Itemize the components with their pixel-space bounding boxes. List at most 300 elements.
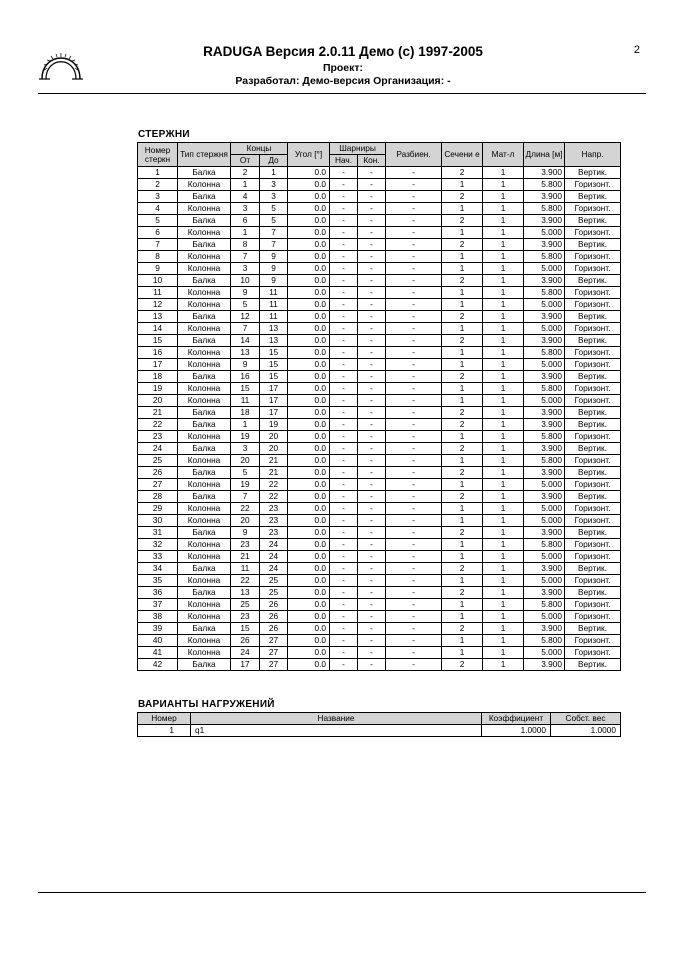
cell-length: 5.800	[524, 455, 565, 467]
cell-to: 27	[260, 659, 288, 671]
cell-type: Балка	[178, 167, 231, 179]
cell-hinge-start: -	[330, 275, 358, 287]
cell-type: Колонна	[178, 479, 231, 491]
cell-material: 1	[483, 179, 524, 191]
cell-section: 1	[442, 611, 483, 623]
cell-material: 1	[483, 407, 524, 419]
cell-angle: 0.0	[288, 239, 330, 251]
cell-type: Балка	[178, 275, 231, 287]
cell-section: 1	[442, 503, 483, 515]
cell-section: 2	[442, 659, 483, 671]
cell-to: 9	[260, 263, 288, 275]
cell-length: 3.900	[524, 623, 565, 635]
cell-length: 3.900	[524, 587, 565, 599]
cell-type: Балка	[178, 527, 231, 539]
cell-direction: Горизонт.	[565, 395, 621, 407]
cell-division: -	[386, 191, 442, 203]
cell-type: Колонна	[178, 503, 231, 515]
cell-from: 13	[231, 347, 260, 359]
col-header-section: Сечени е	[442, 143, 483, 167]
cell-hinge-start: -	[330, 443, 358, 455]
cell-number: 4	[138, 203, 178, 215]
cell-from: 25	[231, 599, 260, 611]
cell-division: -	[386, 479, 442, 491]
cell-length: 5.800	[524, 287, 565, 299]
col-header-length: Длина [м]	[524, 143, 565, 167]
table-row	[138, 611, 621, 623]
cell-to: 9	[260, 275, 288, 287]
cell-hinge-end: -	[358, 563, 386, 575]
cell-hinge-start: -	[330, 311, 358, 323]
cell-length: 5.800	[524, 539, 565, 551]
cell-length: 3.900	[524, 371, 565, 383]
cell-from: 19	[231, 431, 260, 443]
cell-length: 3.900	[524, 407, 565, 419]
cell-section: 2	[442, 371, 483, 383]
cell-angle: 0.0	[288, 263, 330, 275]
cell-number: 33	[138, 551, 178, 563]
cell-division: -	[386, 575, 442, 587]
cell-hinge-end: -	[358, 167, 386, 179]
cell-hinge-end: -	[358, 383, 386, 395]
cell-to: 17	[260, 407, 288, 419]
cell-hinge-start: -	[330, 491, 358, 503]
cell-from: 11	[231, 395, 260, 407]
cell-direction: Вертик.	[565, 563, 621, 575]
cell-length: 3.900	[524, 659, 565, 671]
cell-material: 1	[483, 455, 524, 467]
cell-number: 39	[138, 623, 178, 635]
table-row	[138, 407, 621, 419]
cell-type: Колонна	[178, 611, 231, 623]
cell-material: 1	[483, 347, 524, 359]
table-row	[138, 563, 621, 575]
cell-division: -	[386, 239, 442, 251]
cell-material: 1	[483, 611, 524, 623]
cell-number: 26	[138, 467, 178, 479]
cell-hinge-end: -	[358, 599, 386, 611]
cell-direction: Вертик.	[565, 419, 621, 431]
cell-material: 1	[483, 467, 524, 479]
cell-hinge-end: -	[358, 611, 386, 623]
cell-type: Колонна	[178, 515, 231, 527]
cell-division: -	[386, 359, 442, 371]
cell-type: Балка	[178, 467, 231, 479]
cell-to: 24	[260, 551, 288, 563]
cell-angle: 0.0	[288, 527, 330, 539]
cell-hinge-end: -	[358, 647, 386, 659]
cell-length: 3.900	[524, 419, 565, 431]
cell-section: 2	[442, 587, 483, 599]
table-row	[138, 527, 621, 539]
cell-number: 11	[138, 287, 178, 299]
cell-to: 7	[260, 239, 288, 251]
cell-section: 1	[442, 299, 483, 311]
cell-division: -	[386, 287, 442, 299]
cell-type: Колонна	[178, 395, 231, 407]
table-row	[138, 263, 621, 275]
cell-from: 3	[231, 443, 260, 455]
cell-section: 1	[442, 575, 483, 587]
cell-type: Колонна	[178, 647, 231, 659]
table-row	[138, 383, 621, 395]
cell-division: -	[386, 347, 442, 359]
cell-angle: 0.0	[288, 383, 330, 395]
cell-type: Балка	[178, 443, 231, 455]
cell-direction: Вертик.	[565, 527, 621, 539]
cell-hinge-start: -	[330, 623, 358, 635]
cell-from: 5	[231, 467, 260, 479]
cell-division: -	[386, 419, 442, 431]
cell-division: -	[386, 659, 442, 671]
cell-hinge-end: -	[358, 275, 386, 287]
cell-angle: 0.0	[288, 179, 330, 191]
cell-section: 1	[442, 647, 483, 659]
cell-hinge-start: -	[330, 587, 358, 599]
cell-material: 1	[483, 287, 524, 299]
cell-number: 40	[138, 635, 178, 647]
cell-hinge-end: -	[358, 479, 386, 491]
cell-angle: 0.0	[288, 659, 330, 671]
cell-angle: 0.0	[288, 215, 330, 227]
cell-hinge-end: -	[358, 551, 386, 563]
cell-from: 20	[231, 515, 260, 527]
cell-hinge-start: -	[330, 647, 358, 659]
cell-material: 1	[483, 215, 524, 227]
load-cell-name: q1	[191, 725, 482, 737]
cell-direction: Горизонт.	[565, 251, 621, 263]
cell-direction: Горизонт.	[565, 515, 621, 527]
load-header-number: Номер	[138, 713, 191, 725]
cell-direction: Горизонт.	[565, 347, 621, 359]
cell-division: -	[386, 455, 442, 467]
cell-hinge-start: -	[330, 539, 358, 551]
cell-material: 1	[483, 647, 524, 659]
col-header-division: Разбиен.	[386, 143, 442, 167]
cell-hinge-start: -	[330, 455, 358, 467]
cell-hinge-end: -	[358, 191, 386, 203]
cell-hinge-end: -	[358, 443, 386, 455]
cell-length: 5.000	[524, 263, 565, 275]
cell-number: 21	[138, 407, 178, 419]
cell-to: 25	[260, 587, 288, 599]
cell-type: Колонна	[178, 551, 231, 563]
cell-from: 23	[231, 539, 260, 551]
cell-material: 1	[483, 167, 524, 179]
cell-to: 26	[260, 623, 288, 635]
table-row	[138, 299, 621, 311]
table-row	[138, 647, 621, 659]
cell-from: 2	[231, 167, 260, 179]
cell-material: 1	[483, 491, 524, 503]
cell-from: 9	[231, 287, 260, 299]
cell-to: 24	[260, 563, 288, 575]
cell-type: Балка	[178, 419, 231, 431]
cell-material: 1	[483, 599, 524, 611]
cell-to: 17	[260, 395, 288, 407]
cell-material: 1	[483, 443, 524, 455]
cell-to: 11	[260, 299, 288, 311]
cell-angle: 0.0	[288, 491, 330, 503]
cell-angle: 0.0	[288, 347, 330, 359]
footer-divider	[38, 892, 646, 893]
cell-length: 5.000	[524, 299, 565, 311]
load-cell-number: 1	[138, 725, 191, 737]
page-number: 2	[633, 44, 640, 56]
cell-hinge-start: -	[330, 335, 358, 347]
cell-angle: 0.0	[288, 251, 330, 263]
cell-hinge-start: -	[330, 191, 358, 203]
project-line: Проект:	[322, 62, 364, 74]
table-row	[138, 443, 621, 455]
cell-length: 3.900	[524, 335, 565, 347]
cell-length: 3.900	[524, 443, 565, 455]
cell-division: -	[386, 539, 442, 551]
cell-number: 24	[138, 443, 178, 455]
cell-number: 28	[138, 491, 178, 503]
cell-direction: Горизонт.	[565, 479, 621, 491]
cell-hinge-start: -	[330, 635, 358, 647]
table-row	[138, 203, 621, 215]
cell-hinge-end: -	[358, 587, 386, 599]
cell-hinge-start: -	[330, 575, 358, 587]
cell-type: Балка	[178, 215, 231, 227]
cell-from: 24	[231, 647, 260, 659]
cell-hinge-end: -	[358, 239, 386, 251]
cell-from: 6	[231, 215, 260, 227]
cell-section: 1	[442, 347, 483, 359]
cell-from: 14	[231, 335, 260, 347]
cell-angle: 0.0	[288, 467, 330, 479]
cell-to: 22	[260, 491, 288, 503]
cell-direction: Горизонт.	[565, 179, 621, 191]
cell-section: 2	[442, 239, 483, 251]
cell-length: 3.900	[524, 215, 565, 227]
cell-direction: Горизонт.	[565, 227, 621, 239]
cell-section: 2	[442, 491, 483, 503]
cell-angle: 0.0	[288, 515, 330, 527]
cell-hinge-end: -	[358, 203, 386, 215]
cell-direction: Горизонт.	[565, 383, 621, 395]
cell-from: 23	[231, 611, 260, 623]
cell-type: Колонна	[178, 299, 231, 311]
cell-number: 30	[138, 515, 178, 527]
table-row	[138, 179, 621, 191]
cell-to: 26	[260, 599, 288, 611]
table-row	[138, 275, 621, 287]
cell-direction: Горизонт.	[565, 203, 621, 215]
cell-hinge-end: -	[358, 635, 386, 647]
table-row	[138, 455, 621, 467]
cell-to: 11	[260, 287, 288, 299]
table-row	[138, 311, 621, 323]
cell-direction: Горизонт.	[565, 431, 621, 443]
cell-hinge-end: -	[358, 503, 386, 515]
cell-section: 1	[442, 551, 483, 563]
cell-hinge-start: -	[330, 287, 358, 299]
cell-number: 32	[138, 539, 178, 551]
table-row	[138, 395, 621, 407]
cell-to: 21	[260, 467, 288, 479]
cell-from: 7	[231, 323, 260, 335]
cell-material: 1	[483, 635, 524, 647]
cell-direction: Горизонт.	[565, 263, 621, 275]
cell-section: 1	[442, 179, 483, 191]
cell-type: Колонна	[178, 203, 231, 215]
cell-hinge-start: -	[330, 251, 358, 263]
cell-division: -	[386, 383, 442, 395]
cell-division: -	[386, 311, 442, 323]
col-header-type: Тип стержня	[178, 143, 231, 167]
cell-number: 7	[138, 239, 178, 251]
cell-type: Балка	[178, 407, 231, 419]
cell-material: 1	[483, 623, 524, 635]
cell-direction: Горизонт.	[565, 551, 621, 563]
cell-material: 1	[483, 203, 524, 215]
cell-direction: Вертик.	[565, 191, 621, 203]
cell-number: 29	[138, 503, 178, 515]
cell-number: 19	[138, 383, 178, 395]
cell-section: 2	[442, 467, 483, 479]
table-row	[138, 359, 621, 371]
col-header-hinge-end: Кон.	[358, 155, 386, 167]
cell-to: 20	[260, 443, 288, 455]
cell-number: 8	[138, 251, 178, 263]
cell-hinge-start: -	[330, 611, 358, 623]
cell-hinge-end: -	[358, 407, 386, 419]
cell-type: Колонна	[178, 179, 231, 191]
cell-angle: 0.0	[288, 323, 330, 335]
cell-number: 23	[138, 431, 178, 443]
cell-angle: 0.0	[288, 395, 330, 407]
table-row	[138, 587, 621, 599]
cell-section: 1	[442, 287, 483, 299]
cell-hinge-start: -	[330, 431, 358, 443]
cell-direction: Горизонт.	[565, 455, 621, 467]
table-row	[138, 287, 621, 299]
cell-direction: Горизонт.	[565, 359, 621, 371]
cell-number: 10	[138, 275, 178, 287]
document-title: RADUGA Версия 2.0.11 Демо (c) 1997-2005	[203, 44, 483, 59]
cell-section: 1	[442, 599, 483, 611]
cell-to: 5	[260, 203, 288, 215]
cell-hinge-start: -	[330, 527, 358, 539]
col-header-angle: Угол [°]	[288, 143, 330, 167]
cell-from: 19	[231, 479, 260, 491]
cell-from: 5	[231, 299, 260, 311]
cell-section: 2	[442, 527, 483, 539]
loads-table	[137, 712, 621, 737]
cell-direction: Горизонт.	[565, 635, 621, 647]
cell-hinge-start: -	[330, 215, 358, 227]
cell-angle: 0.0	[288, 275, 330, 287]
cell-section: 2	[442, 443, 483, 455]
cell-hinge-start: -	[330, 299, 358, 311]
cell-length: 5.800	[524, 347, 565, 359]
cell-direction: Горизонт.	[565, 299, 621, 311]
cell-hinge-end: -	[358, 371, 386, 383]
cell-length: 5.000	[524, 575, 565, 587]
cell-hinge-start: -	[330, 167, 358, 179]
cell-division: -	[386, 167, 442, 179]
table-row	[138, 575, 621, 587]
cell-type: Колонна	[178, 323, 231, 335]
load-header-self-weight: Собст. вес	[551, 713, 621, 725]
cell-hinge-end: -	[358, 491, 386, 503]
cell-length: 5.800	[524, 431, 565, 443]
cell-division: -	[386, 527, 442, 539]
cell-to: 3	[260, 179, 288, 191]
cell-division: -	[386, 635, 442, 647]
cell-number: 38	[138, 611, 178, 623]
cell-to: 1	[260, 167, 288, 179]
cell-type: Колонна	[178, 635, 231, 647]
cell-direction: Вертик.	[565, 275, 621, 287]
cell-section: 1	[442, 455, 483, 467]
cell-division: -	[386, 443, 442, 455]
cell-type: Балка	[178, 335, 231, 347]
cell-number: 27	[138, 479, 178, 491]
cell-division: -	[386, 563, 442, 575]
table-row	[138, 659, 621, 671]
cell-length: 3.900	[524, 311, 565, 323]
cell-division: -	[386, 599, 442, 611]
cell-division: -	[386, 275, 442, 287]
cell-division: -	[386, 491, 442, 503]
cell-from: 22	[231, 503, 260, 515]
table-row	[138, 503, 621, 515]
cell-angle: 0.0	[288, 371, 330, 383]
load-cell-coefficient: 1.0000	[482, 725, 551, 737]
cell-type: Балка	[178, 191, 231, 203]
cell-material: 1	[483, 479, 524, 491]
cell-direction: Вертик.	[565, 167, 621, 179]
table-row	[138, 419, 621, 431]
cell-angle: 0.0	[288, 563, 330, 575]
cell-material: 1	[483, 431, 524, 443]
table-row	[138, 227, 621, 239]
cell-material: 1	[483, 551, 524, 563]
cell-from: 13	[231, 587, 260, 599]
cell-division: -	[386, 179, 442, 191]
cell-to: 25	[260, 575, 288, 587]
cell-material: 1	[483, 239, 524, 251]
cell-direction: Горизонт.	[565, 599, 621, 611]
cell-type: Колонна	[178, 347, 231, 359]
cell-number: 13	[138, 311, 178, 323]
cell-from: 3	[231, 203, 260, 215]
cell-section: 2	[442, 623, 483, 635]
cell-length: 3.900	[524, 467, 565, 479]
cell-type: Колонна	[178, 539, 231, 551]
cell-section: 2	[442, 335, 483, 347]
cell-length: 5.000	[524, 551, 565, 563]
cell-hinge-start: -	[330, 263, 358, 275]
cell-hinge-start: -	[330, 323, 358, 335]
cell-section: 1	[442, 323, 483, 335]
cell-direction: Вертик.	[565, 659, 621, 671]
cell-from: 17	[231, 659, 260, 671]
cell-number: 18	[138, 371, 178, 383]
cell-angle: 0.0	[288, 647, 330, 659]
cell-length: 5.800	[524, 179, 565, 191]
cell-section: 1	[442, 227, 483, 239]
cell-length: 5.800	[524, 251, 565, 263]
cell-direction: Горизонт.	[565, 611, 621, 623]
cell-material: 1	[483, 515, 524, 527]
cell-length: 5.000	[524, 503, 565, 515]
cell-material: 1	[483, 503, 524, 515]
